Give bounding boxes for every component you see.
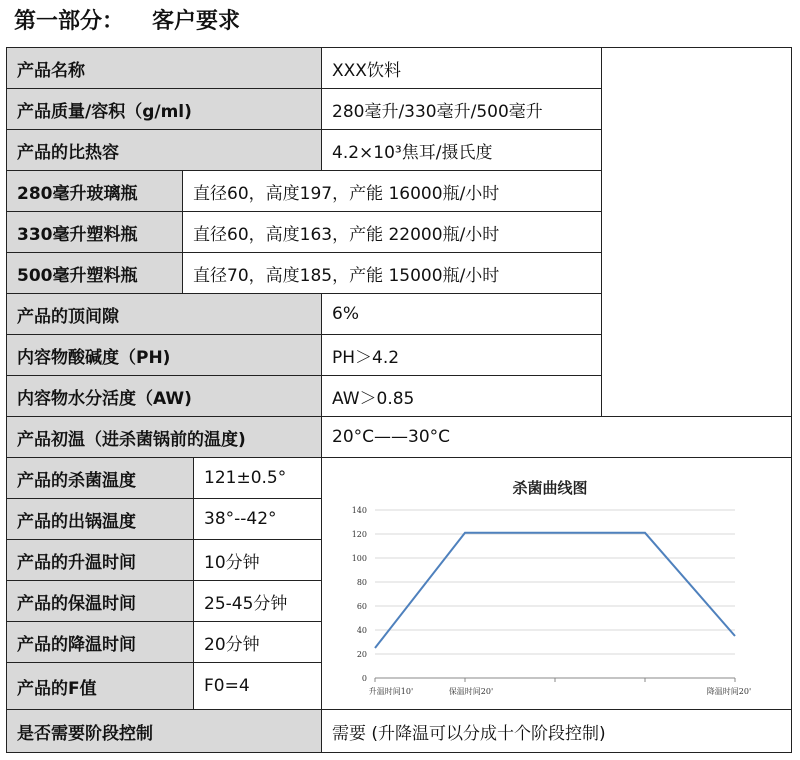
y-tick-label: 80 [356, 578, 367, 587]
value-headspace: 6% [321, 293, 602, 335]
value-bottle-330: 直径60，高度163，产能 22000瓶/小时 [182, 211, 602, 253]
series-line [375, 533, 735, 648]
x-axis-label: 降温时间20' [706, 687, 752, 696]
y-tick-label: 100 [351, 554, 367, 563]
section-heading [14, 4, 240, 35]
label-f-value: 产品的F值 [6, 662, 194, 710]
blank-right-column [601, 47, 792, 417]
y-tick-label: 20 [356, 650, 367, 659]
label-aw: 内容物水分活度（AW) [6, 375, 322, 417]
label-out-temp: 产品的出锅温度 [6, 498, 194, 540]
value-hold-time: 25-45分钟 [193, 580, 322, 622]
value-stage-control: 需要 (升降温可以分成十个阶段控制) [321, 709, 792, 753]
label-bottle-500: 500毫升塑料瓶 [6, 252, 183, 294]
label-product-name: 产品名称 [6, 47, 322, 89]
section-title: 客户要求 [152, 9, 241, 34]
label-ph: 内容物酸碱度（PH) [6, 334, 322, 376]
label-heat-time: 产品的升温时间 [6, 539, 194, 581]
value-out-temp: 38°--42° [193, 498, 322, 540]
y-tick-label: 0 [361, 674, 367, 683]
sterilization-chart [322, 458, 791, 709]
value-heat-time: 10分钟 [193, 539, 322, 581]
label-cool-time: 产品的降温时间 [6, 621, 194, 663]
label-initial-temp: 产品初温（进杀菌锅前的温度) [6, 416, 322, 458]
value-specific-heat: 4.2×10³焦耳/摄氏度 [321, 129, 602, 171]
y-tick-label: 40 [356, 626, 367, 635]
x-axis-label: 升温时间10' [368, 687, 414, 696]
y-tick-label: 140 [351, 506, 367, 515]
chart-title: 杀菌曲线图 [512, 479, 588, 497]
y-tick-label: 60 [356, 602, 367, 611]
section-part: 第一部分： [14, 9, 125, 34]
value-f-value: F0=4 [193, 662, 322, 710]
value-initial-temp: 20°C——30°C [321, 416, 792, 458]
label-bottle-280: 280毫升玻璃瓶 [6, 170, 183, 212]
sterilization-chart-box [321, 457, 792, 710]
value-product-name: XXX饮料 [321, 47, 602, 89]
value-cool-time: 20分钟 [193, 621, 322, 663]
y-tick-label: 120 [351, 530, 367, 539]
value-ph: PH＞4.2 [321, 334, 602, 376]
x-axis-label: 保温时间20' [448, 687, 494, 696]
value-bottle-500: 直径70，高度185，产能 15000瓶/小时 [182, 252, 602, 294]
label-sterile-temp: 产品的杀菌温度 [6, 457, 194, 499]
label-bottle-330: 330毫升塑料瓶 [6, 211, 183, 253]
value-product-volume: 280毫升/330毫升/500毫升 [321, 88, 602, 130]
label-headspace: 产品的顶间隙 [6, 293, 322, 335]
value-aw: AW＞0.85 [321, 375, 602, 417]
value-sterile-temp: 121±0.5° [193, 457, 322, 499]
value-bottle-280: 直径60，高度197，产能 16000瓶/小时 [182, 170, 602, 212]
label-stage-control: 是否需要阶段控制 [6, 709, 322, 753]
label-product-volume: 产品质量/容积（g/ml) [6, 88, 322, 130]
label-specific-heat: 产品的比热容 [6, 129, 322, 171]
label-hold-time: 产品的保温时间 [6, 580, 194, 622]
